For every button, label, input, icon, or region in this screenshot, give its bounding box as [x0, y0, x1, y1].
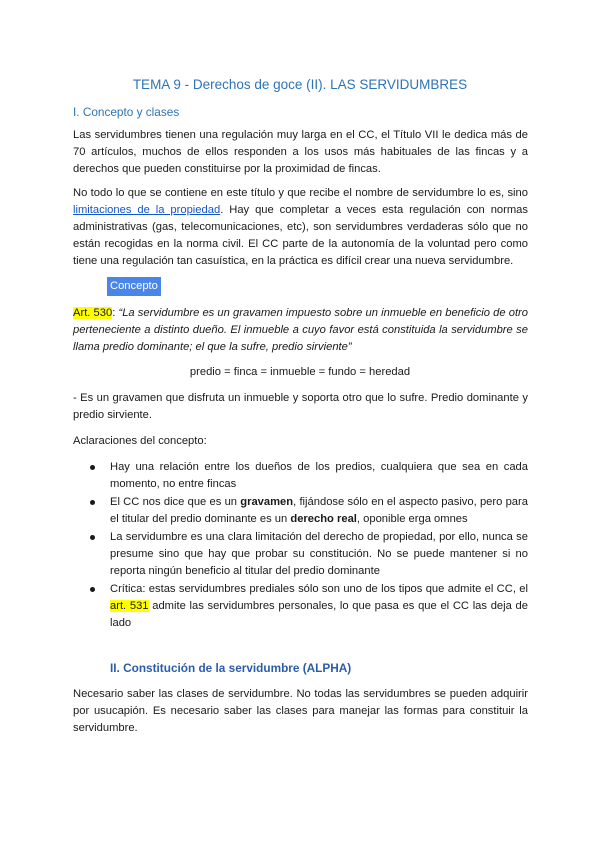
- paragraph-limitaciones-text-2: . Hay que completar a veces esta regulación con normas administrativas (gas, telecomunicaciones, etc), son servidumbres verdaderas sólo que no están recogidas en la norma civil. El CC parte de la autonomía de la voluntad pero como tiene una regulación tan casuística, en la práctica es difícil crear una nueva servidumbre.: [73, 204, 528, 267]
- aclaraciones-label: Aclaraciones del concepto:: [73, 435, 207, 447]
- list-item-text: El CC nos dice que es un: [110, 496, 241, 508]
- section-heading-constitucion: II. Constitución de la servidumbre (ALPHA): [110, 661, 352, 675]
- art530-quote: “La servidumbre es un gravamen impuesto sobre un inmueble en beneficio de otro perteneciente a distinto dueño. El inmueble a cuyo favor está constituida la servidumbre se llama predio dominante; el que la sufre, predio sirviente”: [73, 307, 529, 353]
- art530-separator: :: [112, 307, 119, 319]
- list-item: [73, 459, 528, 493]
- limitaciones-link[interactable]: limitaciones de la propiedad: [73, 204, 221, 216]
- paragraph-intro: Las servidumbres tienen una regulación muy larga en el CC, el Título VII le dedica más de 70 artículos, muchos de ellos responden a los usos más habituales de las fincas y a derechos que pueden constituirse por la proximidad de fincas.: [73, 129, 528, 175]
- paragraph-gravamen: - Es un gravamen que disfruta un inmueble y soporta otro que lo sufre. Predio dominante y predio sirviente.: [73, 392, 528, 421]
- section-heading-concepto: I. Concepto y clases: [73, 105, 180, 119]
- predio-equation: predio = finca = inmueble = fundo = heredad: [189, 366, 411, 378]
- gravamen-bold: gravamen: [240, 496, 294, 508]
- art531-reference: art. 531: [110, 600, 149, 612]
- art530-reference: Art. 530: [73, 307, 113, 319]
- paragraph-limitaciones-text-1: No todo lo que se contiene en este título y que recibe el nombre de servidumbre lo es, sino: [73, 187, 528, 199]
- art530-paragraph: [73, 305, 528, 356]
- list-item: [73, 581, 528, 632]
- list-item-text: Crítica: estas servidumbres prediales sólo son uno de los tipos que admite el CC, el: [110, 583, 528, 595]
- paragraph-limitaciones: [73, 185, 528, 270]
- page-title: TEMA 9 - Derechos de goce (II). LAS SERVIDUMBRES: [132, 77, 468, 92]
- list-item-text: , oponible erga omnes: [356, 513, 468, 525]
- bullet-icon: [90, 587, 95, 592]
- bullet-icon: [90, 500, 95, 505]
- bullet-icon: [90, 465, 95, 470]
- list-item: [73, 529, 528, 580]
- aclaraciones-list: [73, 459, 528, 633]
- list-item-text: Hay una relación entre los dueños de los predios, cualquiera que sea en cada momento, no entre fincas: [110, 461, 528, 490]
- list-item-text: La servidumbre es una clara limitación del derecho de propiedad, por ello, nunca se presume sino que hay que probar su constitución. No se puede mantener si no reporta ningún beneficio al titular del predio dominante: [110, 531, 528, 577]
- bullet-icon: [90, 535, 95, 540]
- list-item-text: admite las servidumbres personales, lo que pasa es que el CC las deja de lado: [110, 600, 528, 629]
- derecho-real-bold: derecho real: [290, 513, 357, 525]
- list-item-text: , fijándose sólo en el aspecto pasivo, pero para el titular del predio dominante es un: [110, 496, 528, 525]
- concepto-tag: Concepto: [107, 277, 161, 296]
- paragraph-clases: Necesario saber las clases de servidumbre. No todas las servidumbres se pueden adquirir por usucapión. Es necesario saber las clases para manejar las formas para constituir la servidumbre.: [73, 688, 528, 734]
- list-item: [73, 494, 528, 528]
